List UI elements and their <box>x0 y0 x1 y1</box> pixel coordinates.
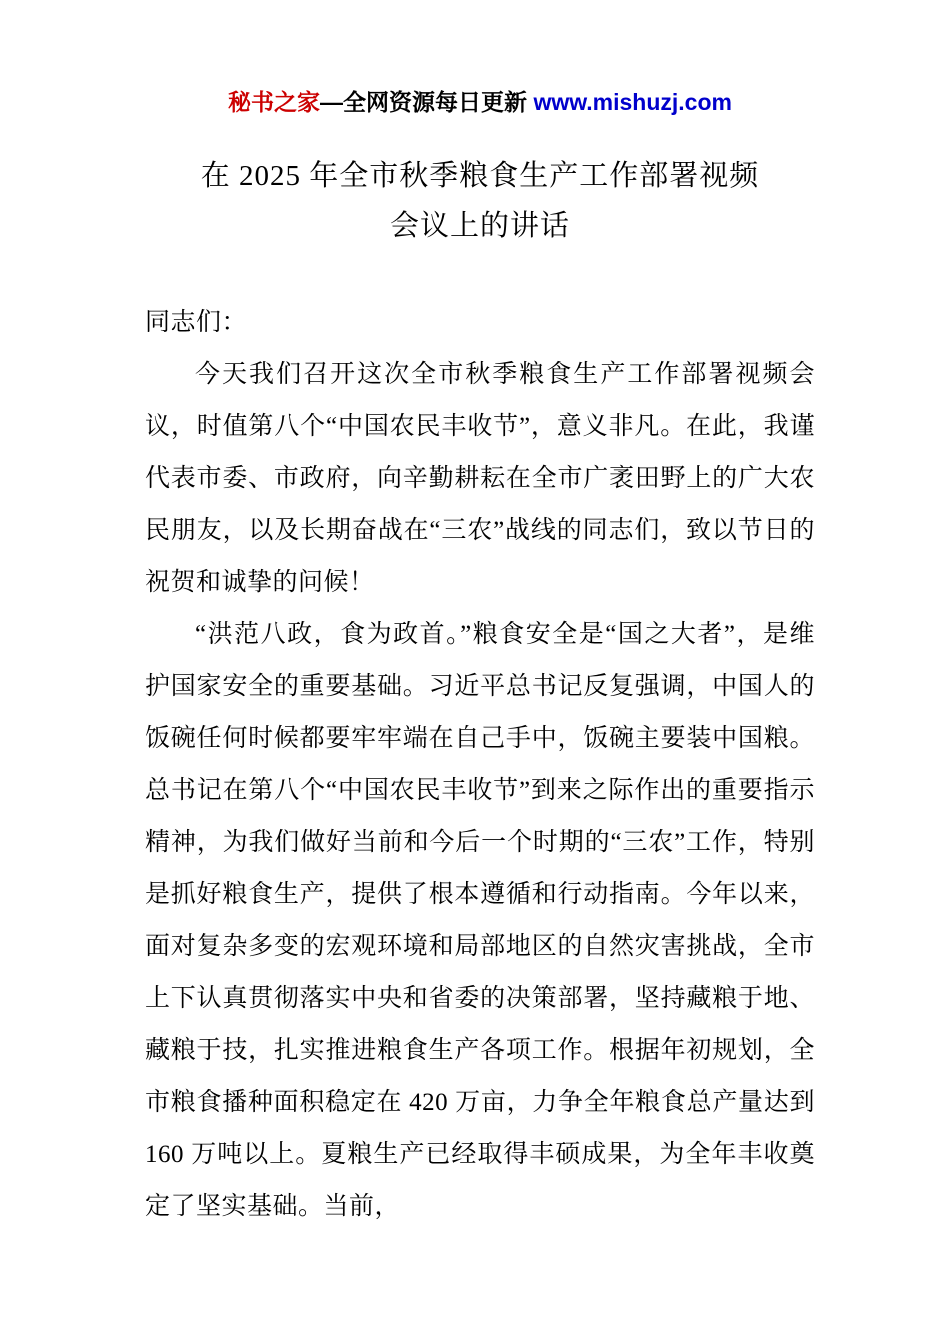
document-body <box>145 297 815 1233</box>
site-brand-text: 秘书之家 <box>228 89 321 115</box>
paragraph: “洪范八政，食为政首。”粮食安全是“国之大者”，是维护国家安全的重要基础。习近平总书记反复强调，中国人的饭碗任何时候都要牢牢端在自己手中，饭碗主要装中国粮。总书记在第八个“中国农民丰收节”到来之际作出的重要指示精神，为我们做好当前和今后一个时期的“三农”工作，特别是抓好粮食生产，提供了根本遵循和行动指南。今年以来，面对复杂多变的宏观环境和局部地区的自然灾害挑战，全市上下认真贯彻落实中央和省委的决策部署，坚持藏粮于地、藏粮于技，扎实推进粮食生产各项工作。根据年初规划，全市粮食播种面积稳定在 420 万亩，力争全年粮食总产量达到 160 万吨以上。夏粮生产已经取得丰硕成果，为全年丰收奠定了坚实基础。当前， <box>145 621 815 1220</box>
document-title-line1: 在 2025 年全市秋季粮食生产工作部署视频 <box>200 160 760 192</box>
site-tagline-text: —全网资源每日更新 <box>320 89 534 115</box>
site-url-link[interactable]: www.mishuzj.com <box>533 89 732 115</box>
document-title <box>145 151 815 251</box>
document-title-line2: 会议上的讲话 <box>389 210 570 242</box>
salutation: 同志们： <box>145 309 248 336</box>
site-banner <box>145 84 815 117</box>
paragraph: 今天我们召开这次全市秋季粮食生产工作部署视频会议，时值第八个“中国农民丰收节”，意义非凡。在此，我谨代表市委、市政府，向辛勤耕耘在全市广袤田野上的广大农民朋友，以及长期奋战在“三农”战线的同志们，致以节日的祝贺和诚挚的问候！ <box>145 361 815 596</box>
